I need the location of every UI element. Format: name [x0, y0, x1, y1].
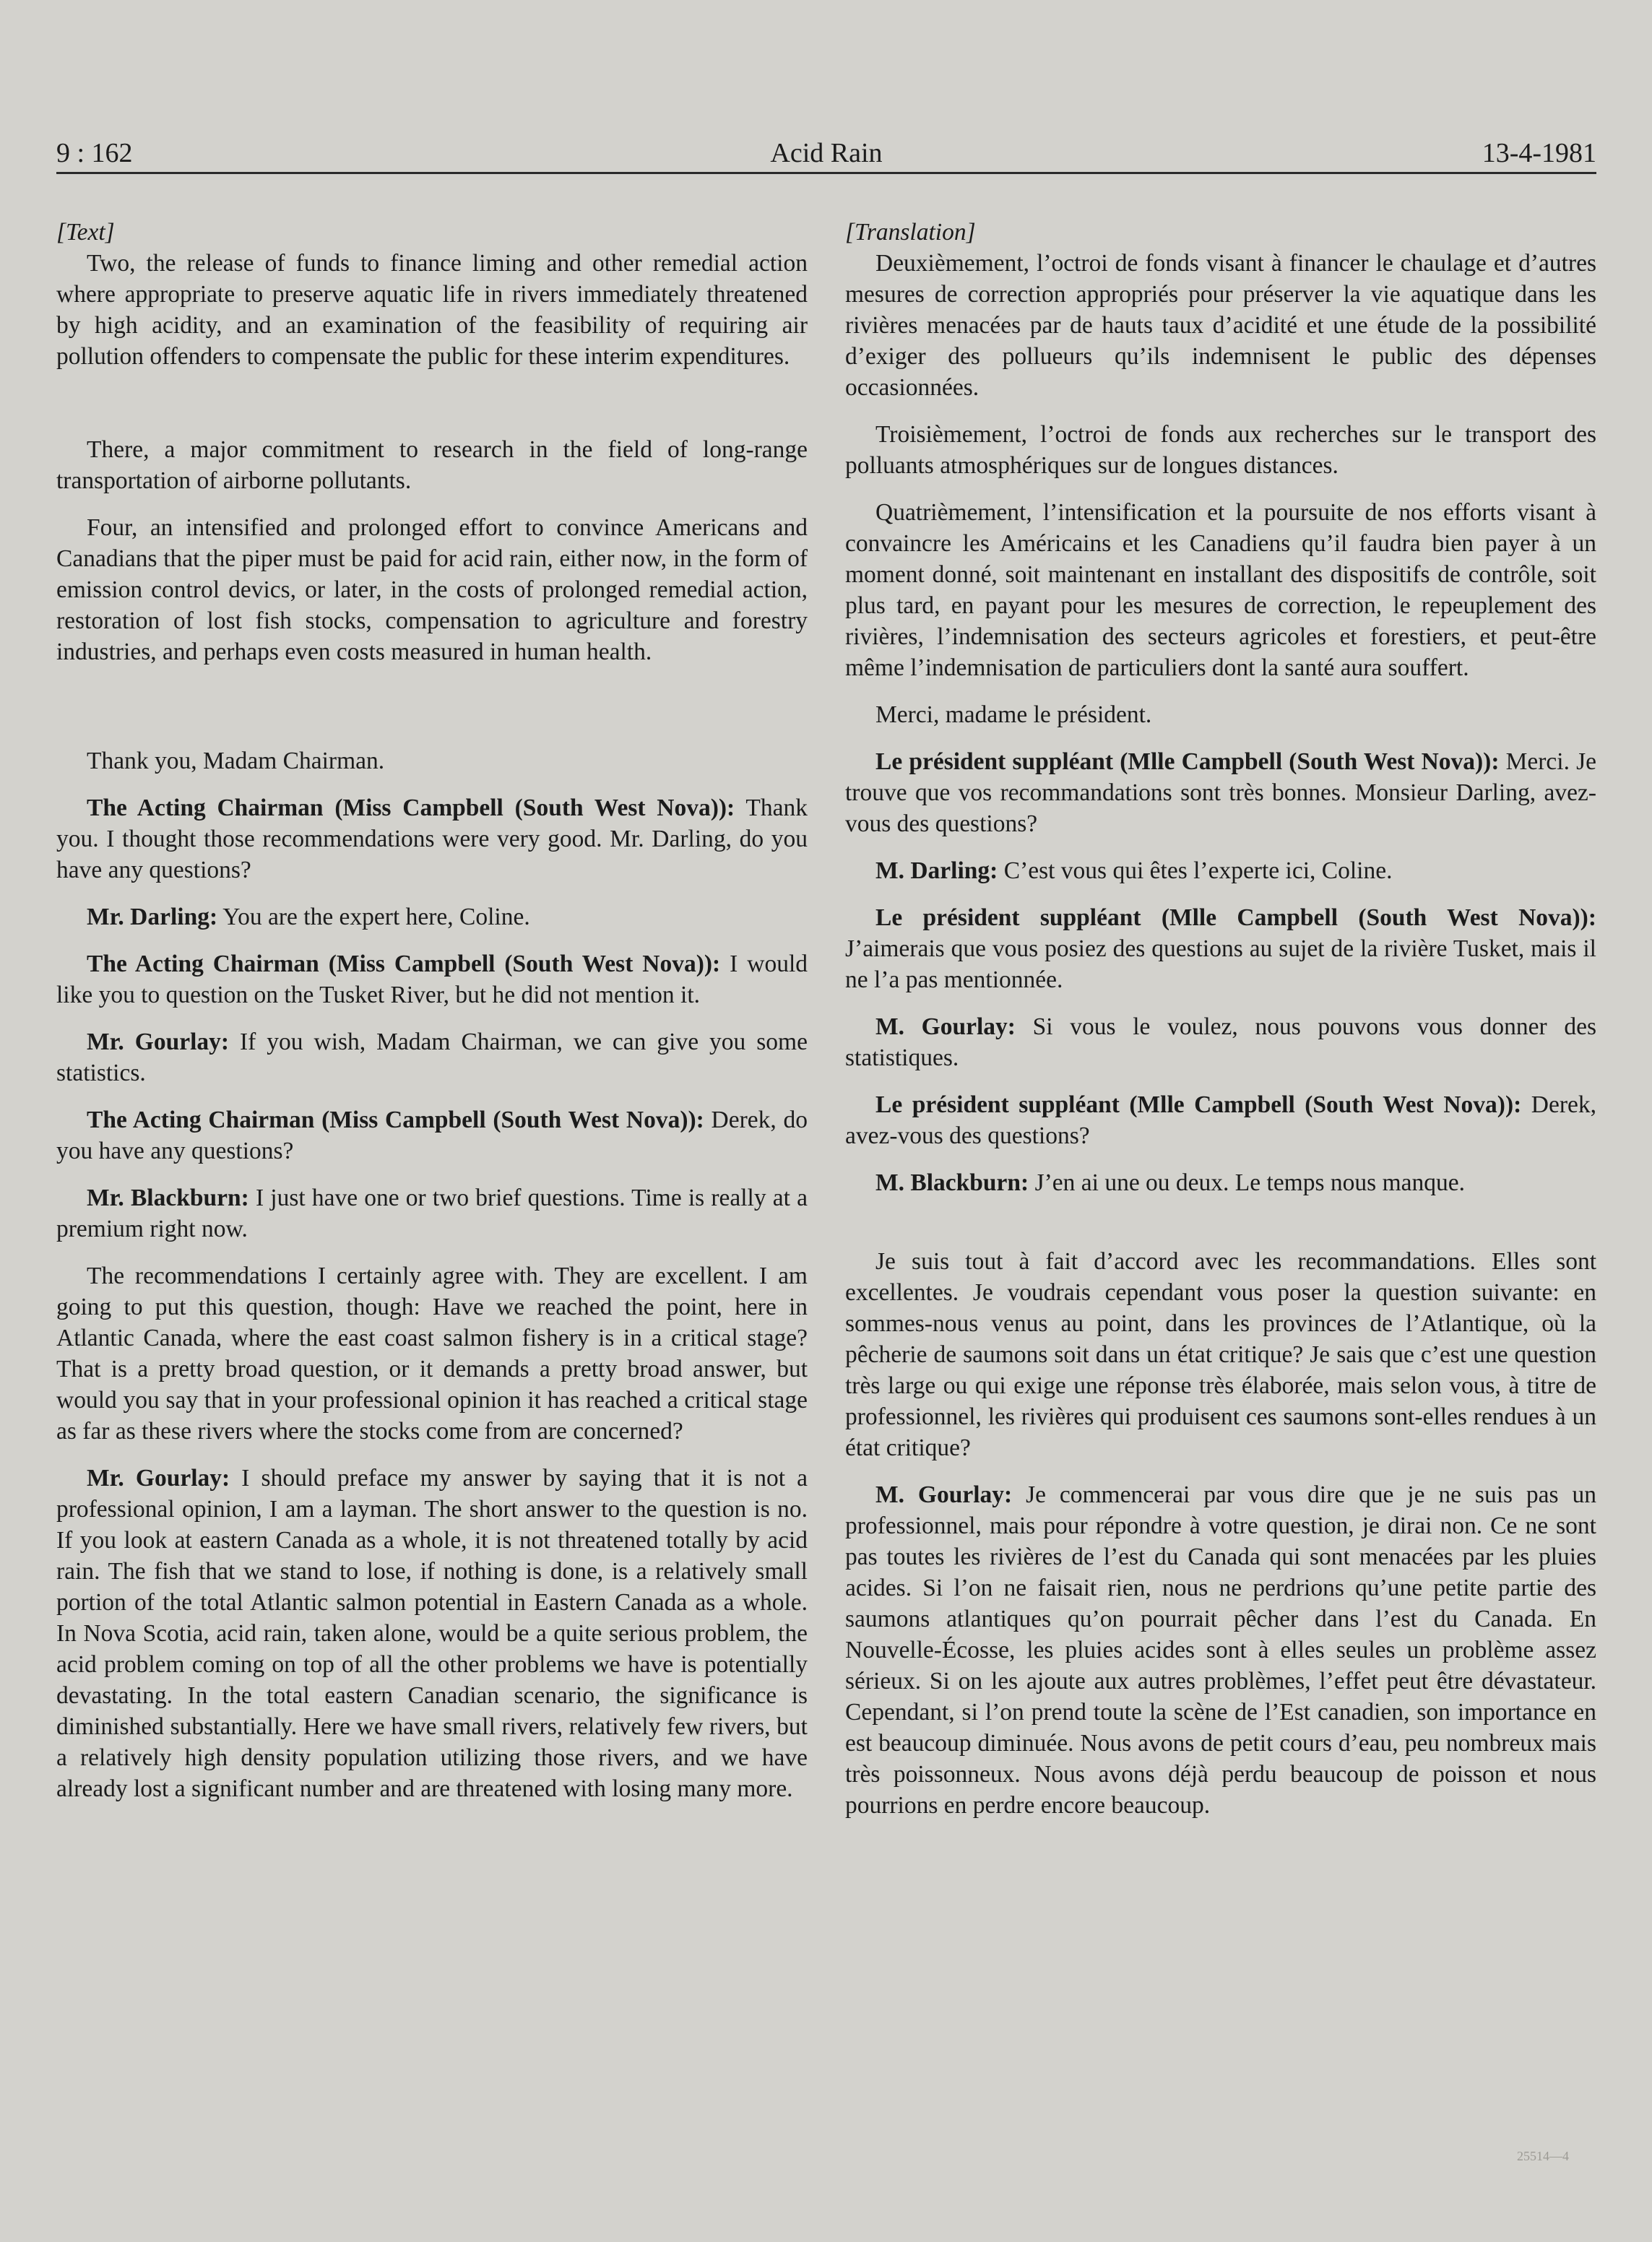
speech-text: Si vous le voulez, nous pouvons vous donner des statistiques.	[845, 1013, 1596, 1071]
speaker: Le président suppléant (Mlle Campbell (South West Nova)):	[875, 748, 1500, 775]
paragraph: Merci, madame le président.	[875, 701, 1152, 728]
speech	[56, 1104, 808, 1167]
speech-text: Thank you. I thought those recommendations were very good. Mr. Darling, do you have any questions?	[56, 795, 808, 883]
header-rule	[56, 172, 1596, 174]
speech-text: Derek, do you have any questions?	[56, 1107, 808, 1164]
page-number: 9 : 162	[56, 138, 133, 168]
speech	[56, 1463, 808, 1804]
speaker: M. Gourlay:	[875, 1481, 1013, 1508]
speech	[56, 948, 808, 1010]
speech	[56, 1026, 808, 1088]
speech-text: I would like you to question on the Tusket River, but he did not mention it.	[56, 951, 808, 1008]
speech	[845, 746, 1596, 839]
speaker: M. Gourlay:	[875, 1013, 1016, 1040]
speaker: The Acting Chairman (Miss Campbell (South West Nova)):	[87, 1107, 704, 1133]
speech	[56, 901, 808, 932]
speech-text: J’en ai une ou deux. Le temps nous manque.	[1029, 1169, 1465, 1196]
speaker: Mr. Gourlay:	[87, 1465, 230, 1492]
paragraph: Quatrièmement, l’intensification et la poursuite de nos efforts visant à convaincre les Américains et les Canadiens qu’il faudra bien payer à un moment donné, soit maintenant en installant des dispositifs de contrôle, soit plus tard, en payant pour les mesures de correction, le repeuplement des rivières, l’indemnisation des secteurs agricoles et forestiers, et peut-être même l’indemnisation de particuliers dont la santé aura souffert.	[845, 499, 1596, 681]
speech	[845, 902, 1596, 995]
french-column	[845, 217, 1596, 1821]
speaker: The Acting Chairman (Miss Campbell (South West Nova)):	[87, 795, 735, 821]
speech-text: You are the expert here, Coline.	[217, 904, 530, 930]
page-header	[56, 137, 1596, 175]
speech	[845, 1089, 1596, 1151]
speaker: Mr. Darling:	[87, 904, 218, 930]
speaker: The Acting Chairman (Miss Campbell (South West Nova)):	[87, 951, 721, 977]
paragraph: The recommendations I certainly agree with. They are excellent. I am going to put this question, though: Have we reached the point, here in Atlantic Canada, where the east coast salmon fishery is in a critical stage? That is a pretty broad question, or it demands a pretty broad answer, but would you say that in your professional opinion it has reached a critical stage as far as these rivers where the stocks come from are concerned?	[56, 1263, 808, 1445]
speech	[845, 1011, 1596, 1073]
speaker: M. Darling:	[875, 857, 998, 884]
paragraph: Je suis tout à fait d’accord avec les recommandations. Elles sont excellentes. Je voudrais cependant vous poser la question suivante: en sommes-nous venus au point, dans les provinces de l’Atlantique, où la pêcherie de saumons soit dans un état critique? Je sais que c’est une question très large ou qui exige une réponse très élaborée, mais selon vous, à titre de professionnel, les rivières qui produisent ces saumons sont-elles rendues à un état critique?	[845, 1248, 1596, 1461]
text-tag: [Text]	[56, 219, 115, 246]
speech	[845, 1167, 1596, 1198]
speech-text: Merci. Je trouve que vos recommandations sont très bonnes. Monsieur Darling, avez-vous des questions?	[845, 748, 1596, 837]
speech	[56, 1182, 808, 1245]
running-title: Acid Rain	[770, 138, 883, 168]
paragraph: Troisièmement, l’octroi de fonds aux recherches sur le transport des polluants atmosphériques sur de longues distances.	[845, 421, 1596, 479]
speech	[845, 1479, 1596, 1821]
speech-text: Derek, avez-vous des questions?	[845, 1091, 1596, 1149]
speech-text: I just have one or two brief questions. Time is really at a premium right now.	[56, 1185, 808, 1242]
speech	[845, 855, 1596, 886]
speech-text: I should preface my answer by saying that it is not a professional opinion, I am a layman. The short answer to the question is no. If you look at eastern Canada as a whole, it is not threatened totally by acid rain. The fish that we stand to lose, if nothing is done, is a relatively small portion of the total Atlantic salmon potential in Eastern Canada as a whole. In Nova Scotia, acid rain, taken alone, would be a quite serious problem, the acid problem coming on top of all the other problems we have is potentially devastating. In the total eastern Canadian scenario, the significance is diminished substantially. Here we have small rivers, relatively few rivers, but a relatively high density population utilizing those rivers, and we have already lost a significant number and are threatened with losing many more.	[56, 1465, 808, 1802]
page-date: 13-4-1981	[1482, 138, 1596, 168]
speech-text: J’aimerais que vous posiez des questions au sujet de la rivière Tusket, mais il ne l’a pas mentionnée.	[845, 935, 1596, 993]
speech-text: If you wish, Madam Chairman, we can give you some statistics.	[56, 1029, 808, 1086]
translation-tag: [Translation]	[845, 219, 976, 246]
speech-text: C’est vous qui êtes l’experte ici, Coline.	[998, 857, 1393, 884]
paragraph: Four, an intensified and prolonged effort to convince Americans and Canadians that the piper must be paid for acid rain, either now, in the form of emission control devics, or later, in the costs of prolonged remedial action, restoration of lost fish stocks, compensation to agriculture and forestry industries, and perhaps even costs measured in human health.	[56, 514, 808, 665]
paragraph: Deuxièmement, l’octroi de fonds visant à financer le chaulage et d’autres mesures de correction appropriés pour préserver la vie aquatique dans les rivières menacées par de hauts taux d’acidité et une étude de la possibilité d’exiger des pollueurs qu’ils indemnisent le public des dépenses occasionnées.	[845, 250, 1596, 401]
speech-text: Je commencerai par vous dire que je ne suis pas un professionnel, mais pour répondre à votre question, je dirai non. Ce ne sont pas toutes les rivières de l’est du Canada qui sont menacées par les pluies acides. Si l’on ne faisait rien, nous ne perdrions qu’une petite partie des saumons atlantiques qu’on pourrait pêcher dans l’est du Canada. En Nouvelle-Écosse, les pluies acides sont à elles seules un problème assez sérieux. Si on les ajoute aux autres problèmes, l’effet peut être dévastateur. Cependant, si l’on prend toute la scène de l’Est canadien, son importance en est beaucoup diminuée. Nous avons de petit cours d’eau, peu nombreux mais très poissonneux. Nous avons déjà perdu beaucoup de poisson et nous pourrions en perdre encore beaucoup.	[845, 1481, 1596, 1819]
speaker: Mr. Blackburn:	[87, 1185, 249, 1211]
speaker: M. Blackburn:	[875, 1169, 1029, 1196]
paragraph: Two, the release of funds to finance liming and other remedial action where appropriate to preserve aquatic life in rivers immediately threatened by high acidity, and an examination of the feasibility of requiring air pollution offenders to compensate the public for these interim expenditures.	[56, 250, 808, 370]
speech	[56, 792, 808, 886]
speaker: Mr. Gourlay:	[87, 1029, 230, 1055]
english-column	[56, 217, 808, 1804]
speaker: Le président suppléant (Mlle Campbell (South West Nova)):	[875, 904, 1596, 931]
speaker: Le président suppléant (Mlle Campbell (South West Nova)):	[875, 1091, 1522, 1118]
print-code: 25514—4	[1517, 2149, 1569, 2163]
paragraph: Thank you, Madam Chairman.	[87, 748, 385, 774]
paragraph: There, a major commitment to research in the field of long-range transportation of airborne pollutants.	[56, 436, 808, 494]
